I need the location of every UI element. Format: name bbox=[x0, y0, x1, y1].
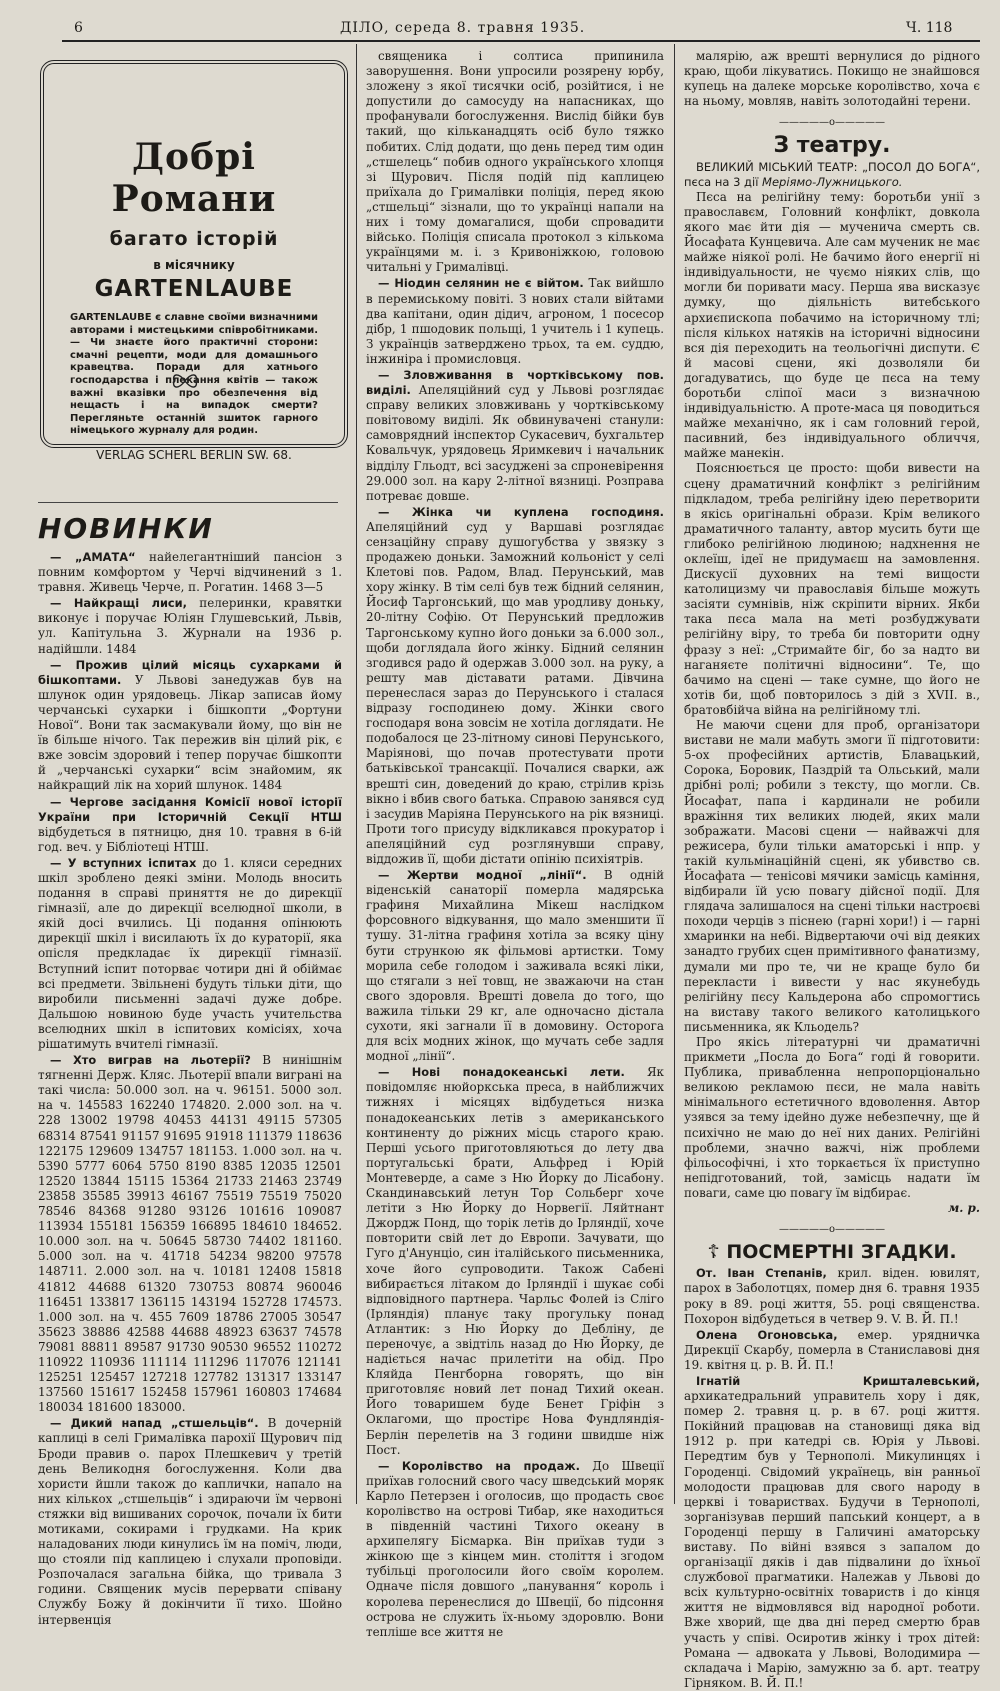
item-lead: Олена Огоновська, bbox=[696, 1327, 838, 1342]
item-lead: — Нові понадокеанські лети. bbox=[378, 1065, 625, 1080]
item-text: Так вийшло в перемиському повіті. З нових стали війтами два капітани, один дідич, агроном, 1 посесор дібр, 1 пшодовик польщі, 1 учитель і 1 купець. З українців затверджено трьох, та ем. суддю, інжиніра і промисловця. bbox=[366, 276, 664, 366]
item-lead: — Королівство на продаж. bbox=[378, 1458, 580, 1473]
theatre-signature: м. р. bbox=[947, 1201, 980, 1216]
theatre-heading: З театру. bbox=[773, 133, 891, 159]
theatre-paragraph: Пєса на релігійну тему: боротьби унії з православєм, Головний конфлікт, довкола якого має йти дія — мученича смерть св. Йосафата Кунцевича. Але сам мученик не має майже ніякої ролі. Не бачимо його енергії ні індивідуальности, не чуємо ніяких слів, що могли би поривати масу. Перша ява висказує думку, що діяльність витебського архиєпископа побачимо на історичному тлі; після кількох натяків на історичні відносини вся дія переходить на теольогічні диспути. Є й масові сцени, які дозволяли би догадуватись, що буде це пєса на тему боротьби сліпої маси з визначною індивідуальністю. А проте-маса ця поводиться майже механічно, як і сам головний герой, пасивний, без індивідуального обличчя, майже манекін. bbox=[684, 189, 980, 461]
news-item bbox=[366, 368, 664, 504]
item-lead: — Хто виграв на льотерії? bbox=[50, 1053, 251, 1068]
item-text: Як повідомляє нюйоркська преса, в найближчих тижнях і місяцях відбудеться низка понадокеанських летів з американського континенту до ріжних місць старого краю. Перші усього приготовляються до лету два португальські брати, Альфред і Юрій Монтеверде, а саме з Ню Йорку до Лісабону. Скандинавський летун Тор Сольберг хоче летіти з Ню Йорку до Норвегії. Ляйтнант Джордж Понд, що торік летів до Ірляндії, хоче повторити свій лет до Европи. Зачувати, що Гуго д'Анунціо, син італійського письменника, хоче його супроводити. Також Сабені вибирається літаком до Ірляндії і шукає собі відповідного партнера. Чарльс Фолей із Сліго (Ірляндія) планує таку прогульку понад Атлантик: з Ню Йорку до Дебліну, де переночує, а звідтіль назад до Ню Йорку, де надіється начас прилетіти на обід. Про Кляйда Пенгборна говорять, що він приготовляє новий лет понад Тихий океан. Його товаришем буде Бенет Гріфін з Оклагоми, що простірє Нова Фундляндія-Берлін перелетів на 3 години швидше ніж Пост. bbox=[366, 1065, 664, 1457]
news-item bbox=[366, 868, 664, 1064]
ad-subtitle: багато історій bbox=[109, 228, 279, 250]
item-lead: Ігнатій Кришталевський, bbox=[696, 1373, 980, 1388]
item-lead: — У вступних іспитах bbox=[50, 855, 197, 870]
page-header bbox=[0, 14, 1000, 40]
news-item bbox=[366, 276, 664, 367]
news-item bbox=[38, 1416, 342, 1627]
page-number: 6 bbox=[74, 20, 83, 36]
item-text: священика і солтиса припинила заворушення. Вони упросили розярену юрбу, зложену з якої тисячки осіб, розійтися, і не допустили до самосуду на напасниках, що профанували богослуження. Вислід бійки був такий, що кільканадцять осіб було тяжко побитих. Слід додати, що день перед тим один „стшелець“ побив одного українського хлопця зі Щурович. Після подій під каплицею приїхала до Грималівки поліція, перед якою „стшельці“ зізнали, що то українці напали на них і тому домагалися, щоби спровадити військо. Поліція списала протокол з кількома українцями м. і. з Кривоніжкою, головою читальні у Грималівці. bbox=[366, 49, 664, 275]
item-lead: — Ніодин селянин не є війтом. bbox=[378, 276, 584, 291]
theatre-subheading: ВЕЛИКИЙ МІСЬКИЙ ТЕАТР: „ПОСОЛ ДО БОГА“, пєса на 3 дії Меріямо-Лужницького. bbox=[684, 159, 980, 189]
news-item bbox=[38, 658, 342, 794]
ornament-divider: —————o————— bbox=[778, 117, 886, 129]
item-text: В дочерній каплиці в селі Грималівка парохії Щурович під Броди правив о. парох Плешкевич у третій день Великодня богослуження. Коли два хористи йшли також до каплички, напало на них кількох „стшельців“ і здираючи їм червоні стяжки від вишиваних сорочок, почали їх бити мотиками, сокирами і грудками. На крик наладованих люди кинулись їм на поміч, люди, що стояли під каплицею і слухали проповіди. Розпочалася загальна бійка, що тривала 3 години. Священик мусів перервати співану Службу Божу й докінчити її тихо. Шойно інтервенція bbox=[38, 1416, 342, 1627]
ad-in-monthly: в місячнику bbox=[153, 258, 235, 272]
item-text: У Львові занедужав був на шлунок один урядовець. Лікар записав йому черчанські сухарки і бішкопти „Фортуни Нової“. Вони так засмакували йому, що він не їв більше нічого. Так пережив він цілий рік, є вже зовсім здоровий і тепер поручає бішкопти й „черчанські сухарки“ всім знайомим, як найкращий лік на хорий шлунок. 1484 bbox=[38, 672, 342, 793]
item-lead: — Чергове засідання Комісії нової історії України при Історичній Секції НТШ bbox=[38, 794, 342, 824]
column-divider bbox=[356, 44, 357, 1504]
newspaper-title: ДІЛО, середа 8. травня 1935. bbox=[340, 20, 586, 36]
item-lead: — Прожив цілий місяць сухарками й бішкоптами. bbox=[38, 657, 342, 687]
item-lead: От. Іван Степанів, bbox=[696, 1266, 827, 1281]
news-item bbox=[366, 1065, 664, 1457]
news-item bbox=[38, 856, 342, 1052]
column-divider bbox=[674, 44, 675, 1504]
item-lead: — Жінка чи куплена господиня. bbox=[378, 504, 664, 519]
news-item bbox=[366, 505, 664, 867]
obituary-item bbox=[684, 1266, 980, 1326]
item-text: до 1. кляси середних шкіл зроблено деякі зміни. Молодь вносить подання в справі приняття не до дирекції гімназії, але до дирекції вселюдної школи, в якій досі вчились. Ці подання опінюють дирекції шкіл і висилають їх до кураторії, яка опісля предкладає їх дирекції гімназії. Вступний іспит поторває чотири дні й обіймає всі предмети. Звільнені будуть тільки діти, що виробили письменні задачі дуже добре. Дальшою новиною буде участь учительства вселюдних шкіл в іспитових комісіях, хоча рішатимуть вчителі гімназії. bbox=[38, 855, 342, 1051]
item-text: В нинішнім тягненні Держ. Кляс. Льотерії впали виграні на такі числа: 50.000 зол. на ч. 96151. 5000 зол. на ч. 145583 162240 174820. 2.000 зол. на ч. 228 13002 19798 40453 44131 49115 57305 68314 87541 91157 91695 91918 111379 118636 122175 129609 134757 181153. 1.000 зол. на ч. 5390 5777 6064 5750 8190 8385 12035 12501 12520 13844 15115 15364 21733 21463 23749 23858 35585 39913 46167 75519 75519 75020 78546 84368 91280 93126 101616 109087 113934 155181 156359 166895 184610 184652. 10.000 зол. на ч. 50645 58730 74402 181160. 5.000 зол. на ч. 41718 54234 98200 97578 148711. 2.000 зол. на ч. 10181 12408 15818 41812 44688 61320 730753 80874 960046 116451 133817 136115 143194 152728 174573. 1.000 зол. на ч. 455 7609 18786 27005 30547 35623 38886 42588 44688 48923 63637 74578 79081 88811 89587 91730 90530 96552 110272 110922 110936 111114 111296 117076 121141 125251 125457 127218 127782 131317 133147 137560 151617 152458 157961 160803 174684 180034 181600 183000. bbox=[38, 1053, 342, 1415]
item-lead: — Найкращі лиси, bbox=[50, 596, 187, 611]
item-text: Апеляційний суд у Варшаві розглядає сензаційну справу душогубства у звязку з продажею доньки. Заможний кольоніст у селі Клетові пов. Радом, Влад. Перунський, мав хору жінку. В тім селі був теж бідний селянин, Йосиф Таргонський, що мав уродливу доньку, 20-літну Софію. От Перунський предложив Таргонському купно його доньки за 6.000 зол., щоби доглядала його жінку. Бідний селянин згодився радо й одержав 3.000 зол. на руку, а решту мав діставати ратами. Дівчина перенеслася зараз до Перунського і сталася відразу господинею дому. Жінки свого господаря вона зовсім не хотіла доглядати. Не подобалося це 23-літному синові Перунського, Маріянові, що почав протестувати проти батьківської трансакції. Почалися сварки, аж врешті син, доведений до краю, стрілив крізь вікно і вбив свого батька. Справою занявся суд і засудив Маріяна Перунського на рік вязниці. Проти того присуду відкликався прокуратор і апеляційний суд розглянувши справу, віддожив її, щоби дістати опінію психіятрів. bbox=[366, 519, 665, 866]
theatre-paragraph: Не маючи сцени для проб, організатори вистави не мали мабуть змоги її підготовити: 5-ох професійних артистів, Блавацький, Сорока, Боровик, Паздрій та Ольський, мали дрібні ролі; робили з тексту, що могли. Св. Йосафат, папа і кардинали не робили вражіння тих великих людей, яких мали зображати. Масові сцени — найважчі для режисера, були тільки аматорські і нпр. у такій кульмінаційній сцені, як убивство св. Йосафата — тенісові мячики замісць каміння, відбирали їй усю повагу дійсної події. Для глядача залишалося на сцені тільки настроєві походи черців з піснею (гарні хори!) і — гарні хмаринки на небі. Відвертаючи очі від деяких занадто грубих сцен примітивного фанатизму, думали ми про те, чи не краще було би перекласти і вивести у нас якунебудь релігійну пєсу Кальдерона або спромогтись на виставу такого великого католицького письменника, як Кльодель? bbox=[684, 718, 980, 1034]
item-text: крил. віден. ювилят, парох в Заболотцях, помер дня 6. травня 1935 року в 89. році життя, 55. році священства. Похорон відбудеться в четвер 9. V. В. Й. П.! bbox=[684, 1266, 980, 1326]
news-column-1 bbox=[38, 549, 342, 1627]
item-lead: — Жертви модної „лінії“. bbox=[378, 868, 587, 883]
news-item bbox=[366, 49, 664, 275]
news-item bbox=[38, 550, 342, 595]
obituary-item bbox=[684, 1374, 980, 1691]
news-column-3 bbox=[684, 48, 980, 1690]
item-text: пелеринки, кравятки виконує і поручає Юліян Глушевський, Львів, ул. Капітульна 3. Журнали на 1936 р. надійшли. 1484 bbox=[38, 596, 342, 656]
news-section-heading: НОВИНКИ bbox=[38, 512, 214, 545]
news-item bbox=[366, 1459, 664, 1640]
item-lead: — Зловживання в чортківському пов. виділі. bbox=[366, 367, 664, 398]
item-text: До Швеції приїхав голосний свого часу шведський моряк Карло Петерзен і оголосив, що продасть своє королівство на острові Тибар, яке находиться в південній частині Тихого океану в архипелягу Бісмарка. Він приїхав туди з жінкою ще з кінцем мин. століття і згодом тубільці проголосили його своїм королем. Одначе після довшого „панування“ король і королева перенеслися до Швеції, бо підсоння острова не служить їх-ньому здоровлю. Вони тепліше все життя не bbox=[366, 1458, 665, 1639]
news-item bbox=[38, 1053, 342, 1415]
item-text: малярію, аж врешті вернулися до рідного краю, щоби лікуватись. Покищо не знайшовся купець на далеке морське королівство, хоча є на ньому, мовляв, навіть золотодайні терени. bbox=[684, 49, 980, 109]
ad-body: GARTENLAUBE є славне своїми визначними авторами і мистецькими співробітниками. — Чи знаєте його практичні сторони: смачні рецепти, моди для домашнього кравецтва. Поради для хатнього господарства і плекання квітів — також важні вказівки про обезпечення від нещасть і на випадок смерти? Перегляньте останній зшиток гарного німецького журналу для родин. bbox=[70, 312, 318, 437]
item-text: архикатедральний управитель хору і дяк, помер 2. травня ц. р. в 67. році життя. Покійний працював на становищі дяка від 1912 р. при катедрі св. Юрія у Львові. Передтим був у Тернополі. Микулинцях і Городенці. Свідомий українець, він ранньої молодости працював для свого народу в церкві і товариствах. Будучи в Тернополі, зорганізував перший папський концерт, а в Городенці першу в Галичині аматорську виставу. По війні взявся з запалом до організації дяків і дав підвалини до їхньої службової прагматики. Належав у Львові до всіх культурно-освітніх товариств і до кінця життя не відмовлявся від народної роботи. Вже хворий, ще два дні перед смертю брав участь у співі. Осиротив жінку і трох дітей: Романа — адвоката у Львові, Володимира — складача і Марію, замужню за б. арт. театру Гірняком. В. Й. П.! bbox=[684, 1389, 980, 1690]
ad-publisher: VERLAG SCHERL BERLIN SW. 68. bbox=[96, 447, 292, 462]
item-text: відбудеться в пятницю, дня 10. травня в 6-ій год. веч. у Бібліотеці НТШ. bbox=[38, 824, 342, 854]
obituaries-heading: ☦ ПОСМЕРТНІ ЗГАДКИ. bbox=[707, 1241, 957, 1264]
news-column-2 bbox=[366, 48, 665, 1639]
ad-title: Добрі Романи bbox=[111, 136, 277, 220]
cross-icon: ☦ bbox=[707, 1241, 727, 1264]
news-item bbox=[684, 49, 980, 109]
news-item bbox=[38, 596, 342, 656]
theatre-paragraph: Про якісь літературні чи драматичні прикмети „Посла до Бога“ годі й говорити. Публика, привабленна непропорціонально великою рекламою пєси, не мала навіть мінімального естетичного вдоволення. Автор узявся за тему ідейно дуже небезпечну, ще й психічно не маю до неї них даних. Релігійні проблеми, значно важчі, ніж проблеми фільософічні, і хто торкається їх приступно непідготований, той, замісць надати їм поваги, саме цю повагу їм відбирає. bbox=[684, 1035, 980, 1200]
header-rule bbox=[62, 40, 980, 42]
item-text: найелегантніший пансіон з повним комфортом у Черчі відчинений з 1. травня. Живець Черче, п. Рогатин. 1468 3—5 bbox=[38, 550, 342, 595]
item-lead: — „АМАТА“ bbox=[50, 550, 136, 564]
news-item bbox=[38, 795, 342, 855]
item-lead: — Дикий напад „стшельців“. bbox=[50, 1416, 259, 1431]
ad-magazine-name: GARTENLAUBE bbox=[94, 276, 294, 302]
ornament-divider: —————o————— bbox=[778, 1224, 886, 1236]
section-rule bbox=[38, 502, 338, 503]
theatre-paragraph: Пояснюється це просто: щоби вивести на сцену драматичний конфлікт з релігійним підкладом, треба релігійну ідею перетворити в якісь оригінальні образи. Крім великого драматичного таланту, автор мусить бути ще глибоко релігійною людиною; надхнення не оклеїш, ідеї не придумаєш на замовлення. Дискусії духовних на темі вищости католицизму чи православія більше можуть засіяти сумнівів, ніж скріпити вірних. Якби така пєса мала на меті розбуджувати релігійну віру, то треба би повторити одну фразу з неї: „Стримайте біг, бо за надто ви наганяєте політичні відносини“. Те, що бачимо на сцені — таке сумне, що його не хотів би, щоб повторилось з дій з XVII. в., братовбійча війна на релігійному тлі. bbox=[684, 461, 980, 717]
item-text: В одній віденській санаторії померла мадярська графиня Михайлина Мікеш наслідком форсовного відкування, що мало зменшити її тушу. 31-літна графиня хотіла за всяку ціну бути стрункою як фільмові артистки. Тому морила себе голодом і заживала всякі ліки, що стягали з неї товщ, не зважаючи на стан свого здоровля. Врешті довела до того, що важила тільки 29 кг, але одночасно дістала сухоти, які загнали її в домовину. Осторога для всіх модних жінок, що мучать себе задля модної „лінії“. bbox=[366, 868, 664, 1064]
issue-number: Ч. 118 bbox=[906, 20, 953, 36]
obituary-item bbox=[684, 1328, 980, 1373]
ribbon-bow-icon bbox=[170, 372, 200, 390]
item-text: емер. урядничка Дирекції Скарбу, померла в Станиславові дня 19. квітня ц. р. В. Й. П.! bbox=[684, 1327, 980, 1372]
item-text: Апеляційний суд у Львові розглядає справу великих зловживань у чортківському повітовому виділі. Як обвинувачені станули: самоврядний інспектор Сукасевич, бухгальтер Ковальчук, урядовець Яримкевич і начальник відділу Гльодт, всі засуджені за спроневірення 29.000 зол. на кару 2-літної вязниці. Розправа потреває довше. bbox=[366, 383, 664, 503]
